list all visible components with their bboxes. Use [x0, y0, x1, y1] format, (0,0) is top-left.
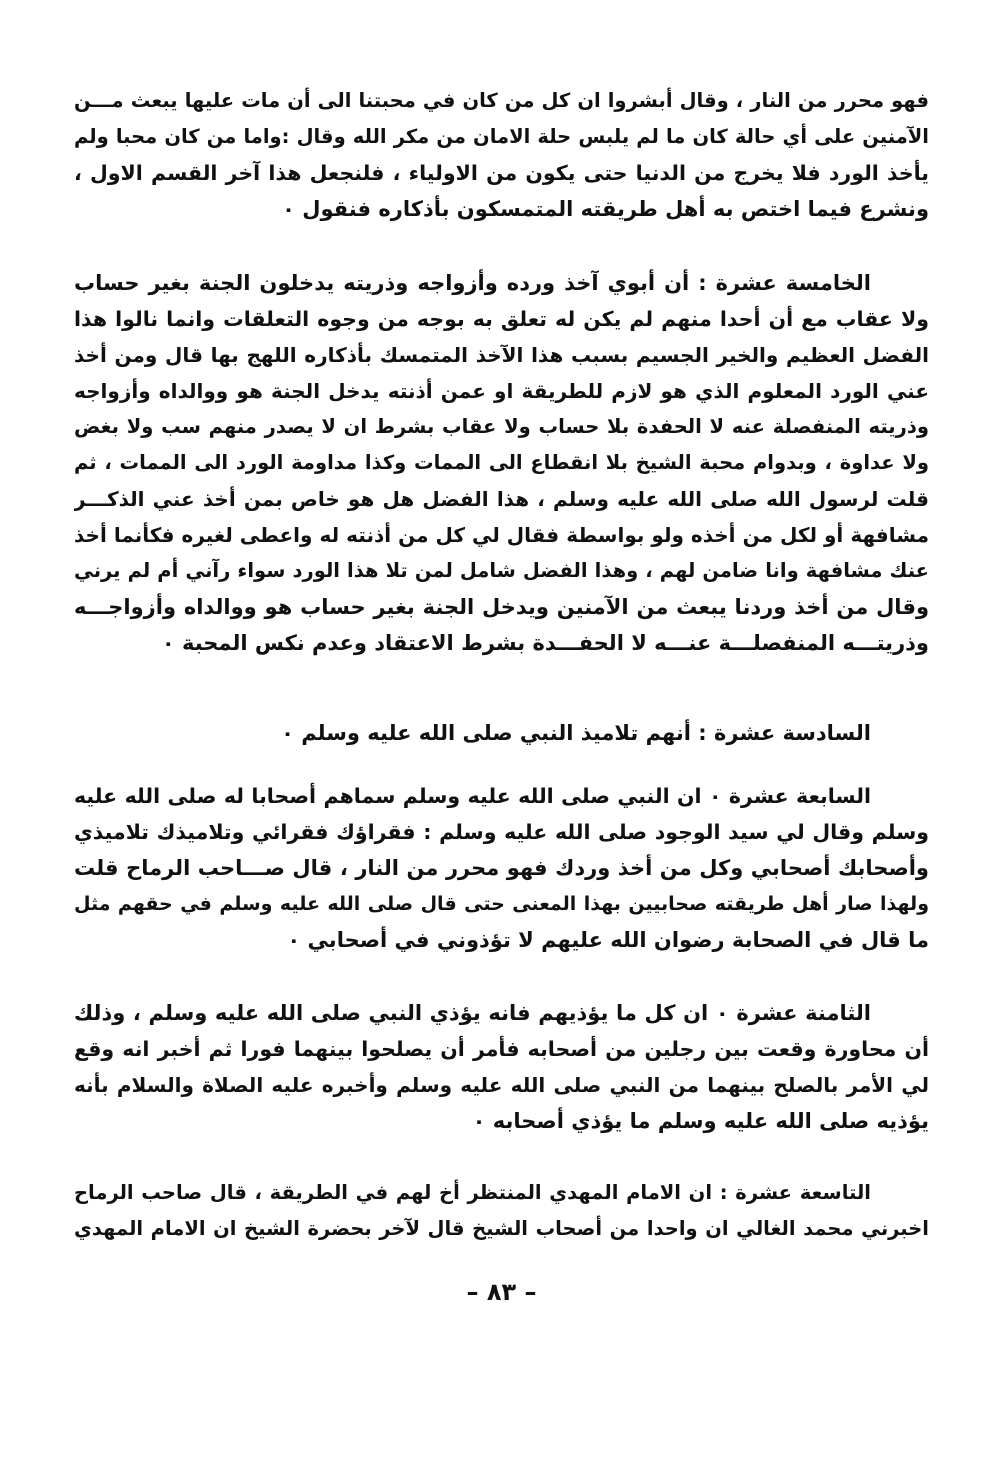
text-line: مشافهة أو لكل من أخذه ولو بواسطة فقال لي كل من أذنته له واعطى لغيره فكأنما أخذ	[74, 523, 929, 547]
page-number: – ٨٣ –	[466, 1278, 537, 1306]
text-line: السادسة عشرة : أنهم تلاميذ النبي صلى الله عليه وسلم ٠	[281, 721, 871, 745]
text-line: وذريتـــه المنفصلـــة عنـــه لا الحفـــدة بشرط الاعتقاد وعدم نكس المحبة ٠	[161, 631, 929, 655]
text-line: عني الورد المعلوم الذي هو لازم للطريقة او عمن أذنته يدخل الجنة هو ووالداه وأزواجه	[74, 379, 929, 403]
paragraph-5	[74, 995, 929, 1139]
text-line: الآمنين على أي حالة كان ما لم يلبس حلة الامان من مكر الله وقال :واما من كان محبا ولم	[74, 125, 929, 148]
text-line: ولا عداوة ، وبدوام محبة الشيخ بلا انقطاع الى الممات وكذا مداومة الورد الى الممات ، ثم	[74, 451, 929, 474]
text-line: وذريته المنفصلة عنه لا الحفدة بلا حساب ولا عقاب بشرط ان لا يصدر منهم سب ولا بغض	[74, 415, 929, 438]
text-line: الفضل العظيم والخير الجسيم بسبب هذا الآخذ المتمسك بأذكاره اللهج بها قال ومن أخذ	[74, 343, 929, 367]
text-line: يؤذيه صلى الله عليه وسلم ما يؤذي أصحابه ٠	[472, 1109, 929, 1133]
paragraph-6	[74, 1175, 929, 1247]
text-line: وأصحابك أصحابي وكل من أخذ وردك فهو محرر من النار ، قال صـــاحب الرماح قلت	[74, 856, 929, 880]
text-line: فهو محرر من النار ، وقال أبشروا ان كل من كان في محبتنا الى أن مات عليها يبعث مـــن	[74, 89, 929, 112]
paragraph-2	[74, 265, 929, 661]
text-line: قلت لرسول الله صلى الله عليه وسلم ، هذا الفضل هل هو خاص بمن أخذ عني الذكـــر	[74, 487, 929, 511]
text-line: أن محاورة وقعت بين رجلين من أصحابه فأمر أن يصلحوا بينهما فورا ثم أخبر انه وقع	[74, 1037, 929, 1061]
text-line: الخامسة عشرة : أن أبوي آخذ ورده وأزواجه وذريته يدخلون الجنة بغير حساب	[74, 271, 871, 295]
text-line: وقال من أخذ وردنا يبعث من الآمنين ويدخل الجنة بغير حساب هو ووالداه وأزواجـــه	[74, 595, 929, 619]
text-line: التاسعة عشرة : ان الامام المهدي المنتظر أخ لهم في الطريقة ، قال صاحب الرماح	[74, 1181, 871, 1204]
text-line: عنك مشافهة وانا ضامن لهم ، وهذا الفضل شامل لمن تلا هذا الورد سواء رآني أم لم يرني	[74, 559, 929, 582]
text-line: يأخذ الورد فلا يخرج من الدنيا حتى يكون من الاولياء ، فلنجعل هذا آخر القسم الاول ،	[74, 161, 929, 185]
text-line: اخبرني محمد الغالي ان واحدا من أصحاب الشيخ قال لآخر بحضرة الشيخ ان الامام المهدي	[74, 1217, 929, 1240]
text-line: ولهذا صار أهل طريقته صحابيين بهذا المعنى حتى قال صلى الله عليه وسلم في حقهم مثل	[74, 893, 929, 915]
text-line: ونشرع فيما اختص به أهل طريقته المتمسكون بأذكاره فنقول ٠	[282, 197, 929, 221]
text-line: السابعة عشرة ٠ ان النبي صلى الله عليه وسلم سماهم أصحابا له صلى الله عليه	[74, 784, 871, 808]
paragraph-1	[74, 83, 929, 227]
text-line: الثامنة عشرة ٠ ان كل ما يؤذيهم فانه يؤذي النبي صلى الله عليه وسلم ، وذلك	[74, 1001, 871, 1025]
text-line: ولا عقاب مع أن أحدا منهم لم يكن له تعلق به بوجه من وجوه التعلقات وانما نالوا هذا	[74, 307, 929, 331]
paragraph-4	[74, 778, 929, 958]
text-line: ما قال في الصحابة رضوان الله عليهم لا تؤذوني في أصحابي ٠	[287, 928, 929, 952]
text-line: وسلم وقال لي سيد الوجود صلى الله عليه وسلم : فقراؤك فقرائي وتلاميذك تلاميذي	[74, 820, 929, 844]
text-line: لي الأمر بالصلح بينهما من النبي صلى الله عليه وسلم وأخبره عليه الصلاة والسلام بأنه	[74, 1073, 929, 1097]
paragraph-3	[74, 715, 929, 751]
